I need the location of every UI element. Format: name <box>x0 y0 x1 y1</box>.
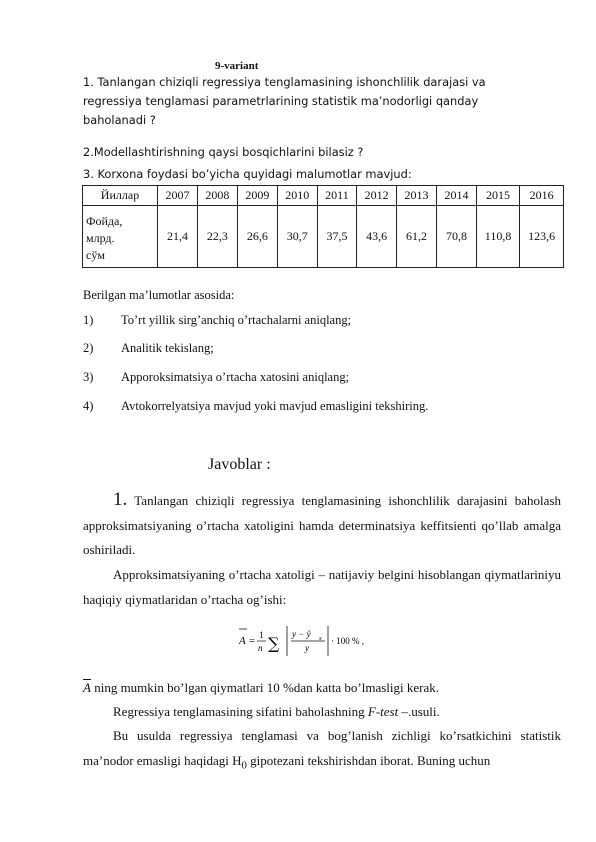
f-test-term: F-test <box>367 704 399 719</box>
formula-sigma: ∑ <box>268 634 280 653</box>
answer-paragraph-1 <box>83 488 561 563</box>
task-text: Avtokorrelyatsiya mavjud yoki mavjud emasligini tekshiring. <box>121 399 429 413</box>
table-header-row <box>83 186 564 206</box>
a-bar-symbol: $\overline{A}$ <box>83 680 91 695</box>
answer-number: 1. <box>113 489 128 510</box>
value-cell: 61,2 <box>397 206 437 268</box>
year-header-cell: Йиллар <box>83 186 158 206</box>
question-3: 3. Korxona foydasi bo’yicha quyidagi malumotlar mavjud: <box>83 167 412 181</box>
value-cell: 37,5 <box>317 206 356 268</box>
variant-title: 9-variant <box>215 60 259 72</box>
answer-text: Tanlangan chiziqli regressiya tenglamasining ishonchlilik darajasini baholash approksimatsiyaning o’rtacha xatoligini hamda determinatsiya keffitsienti qo’llab amalga oshiriladi. <box>83 493 561 557</box>
formula-multiplier: · 100 % , <box>331 636 364 646</box>
answer-paragraph-5 <box>83 724 561 778</box>
year-cell: 2007 <box>158 186 198 206</box>
task-text: Apporoksimatsiya o’rtacha xatosini aniqlang; <box>121 370 350 384</box>
p4-text-a: Regressiya tenglamasining sifatini baholashning <box>113 704 368 719</box>
formula-lhs: A <box>239 635 246 647</box>
profit-label-line: сўм <box>86 247 105 262</box>
question-2: 2.Modellashtirishning qaysi bosqichlarini bilasiz ? <box>83 145 364 159</box>
p5-text-b: gipotezani tekshirishdan iborat. Buning uchun <box>246 752 491 768</box>
p3-text: ning mumkin bo’lgan qiymatlari 10 %dan katta bo’lmasligi kerak. <box>90 680 439 695</box>
p4-text-b: –.usuli. <box>398 704 440 719</box>
answer-paragraph-2: Approksimatsiyaning o’rtacha xatoligi – natijaviy belgini hisoblangan qiymatlariniyu haqiqiy qiymatlaridan o’rtacha og’ishi: <box>83 567 561 607</box>
year-cell: 2012 <box>357 186 397 206</box>
task-number: 2) <box>83 341 94 355</box>
formula-frac-num: 1 <box>259 630 264 640</box>
year-cell: 2016 <box>520 186 564 206</box>
year-cell: 2009 <box>237 186 277 206</box>
year-cell: 2010 <box>277 186 317 206</box>
formula-inner-num: y − ŷ <box>292 629 311 639</box>
approximation-error-formula <box>230 618 380 666</box>
value-cell: 21,4 <box>158 206 198 268</box>
value-cell: 22,3 <box>197 206 237 268</box>
year-cell: 2008 <box>197 186 237 206</box>
value-cell: 26,6 <box>237 206 277 268</box>
formula-inner-sub: x <box>319 636 322 642</box>
answer-paragraph-4 <box>83 700 561 725</box>
profit-table <box>82 185 564 268</box>
value-cell: 123,6 <box>520 206 564 268</box>
profit-label-line: Фойда, <box>86 213 123 228</box>
table-row <box>83 206 564 268</box>
formula-inner-den: y <box>305 643 309 653</box>
profit-label-line: млрд. <box>86 230 115 245</box>
answer-paragraph-3 <box>83 676 561 701</box>
profit-label-cell <box>83 206 158 268</box>
value-cell: 30,7 <box>277 206 317 268</box>
formula-equals: = <box>249 635 256 647</box>
p5-text-a: Bu usulda regressiya tenglamasi va bog’lanish zichligi ko’rsatkichini statistik ma’nodor emasligi haqidagi H <box>83 728 561 768</box>
value-cell: 43,6 <box>357 206 397 268</box>
task-number: 3) <box>83 370 94 384</box>
year-cell: 2015 <box>476 186 519 206</box>
answers-heading: Javoblar : <box>208 456 271 473</box>
task-number: 1) <box>83 313 94 327</box>
formula-frac-den: n <box>258 643 263 653</box>
h0-subscript: 0 <box>241 759 247 772</box>
task-text: Analitik tekislang; <box>121 341 214 355</box>
task-text: To’rt yillik sirg’anchiq o’rtachalarni aniqlang; <box>121 313 352 327</box>
task-number: 4) <box>83 399 94 413</box>
value-cell: 70,8 <box>437 206 477 268</box>
intro-text: Berilgan ma’lumotlar asosida: <box>83 288 235 302</box>
year-cell: 2013 <box>397 186 437 206</box>
value-cell: 110,8 <box>476 206 519 268</box>
year-cell: 2014 <box>437 186 477 206</box>
year-cell: 2011 <box>317 186 356 206</box>
question-1: 1. Tanlangan chiziqli regressiya tenglamasining ishonchlilik darajasi va regressiya tenglamasi parametrlarining statistik ma’nodorligi qanday baholanadi ? <box>83 75 486 127</box>
